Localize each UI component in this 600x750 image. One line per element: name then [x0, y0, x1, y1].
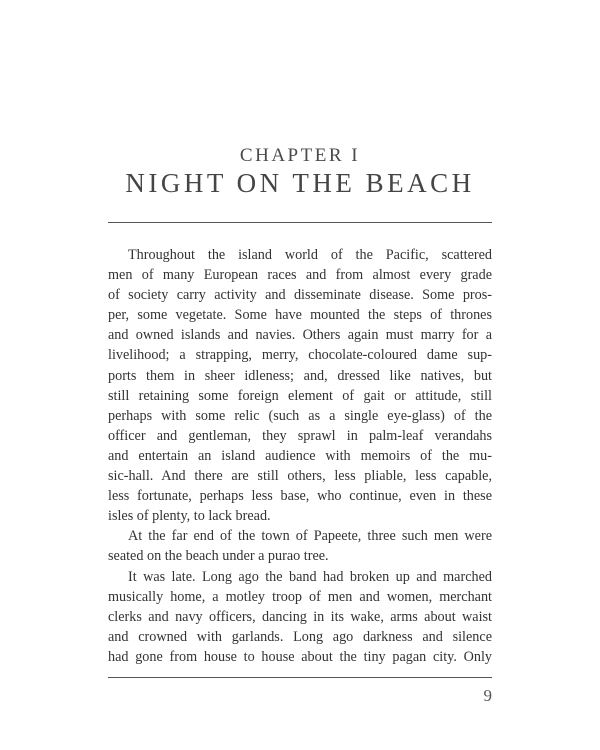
text-line: men of many European races and from almost every grade	[108, 267, 492, 284]
text-line: musically home, a motley troop of men and women, merchant	[108, 588, 492, 605]
text-line: seated on the beach under a purao tree.	[108, 548, 329, 565]
text-line: livelihood; a strapping, merry, chocolate-coloured dame sup-	[108, 347, 492, 364]
text-line: clerks and navy officers, dancing in its wake, arms about waist	[108, 608, 492, 625]
text-line: At the far end of the town of Papeete, three such men were	[128, 528, 492, 545]
text-line: and entertain an island audience with memoirs of the mu-	[108, 447, 492, 464]
text-line: of society carry activity and disseminate disease. Some pros-	[108, 287, 492, 304]
text-line: It was late. Long ago the band had broken up and marched	[128, 568, 492, 585]
text-line: ports them in sheer idleness; and, dressed like natives, but	[108, 367, 492, 384]
text-line: still retaining some foreign element of gait or attitude, still	[108, 387, 492, 404]
text-line: less fortunate, perhaps less base, who continue, even in these	[108, 488, 492, 505]
text-line: per, some vegetate. Some have mounted the steps of thrones	[108, 307, 492, 324]
text-line: Throughout the island world of the Pacific, scattered	[128, 247, 492, 263]
text-line: isles of plenty, to lack bread.	[108, 508, 271, 525]
text-line: sic-hall. And there are still others, less pliable, less capable,	[108, 468, 492, 485]
body-text	[108, 245, 492, 667]
bottom-divider	[108, 677, 492, 678]
top-divider	[108, 222, 492, 223]
text-line: and crowned with garlands. Long ago darkness and silence	[108, 628, 492, 645]
chapter-title: NIGHT ON THE BEACH	[125, 168, 475, 198]
text-line: officer and gentleman, they sprawl in palm-leaf verandahs	[108, 427, 492, 444]
chapter-label: CHAPTER I	[239, 145, 361, 166]
text-line: and owned islands and navies. Others again must marry for a	[108, 327, 492, 344]
page-number: 9	[483, 686, 492, 705]
text-line: had gone from house to house about the tiny pagan city. Only	[108, 648, 492, 665]
text-line: perhaps with some relic (such as a single eye-glass) of the	[108, 407, 492, 424]
